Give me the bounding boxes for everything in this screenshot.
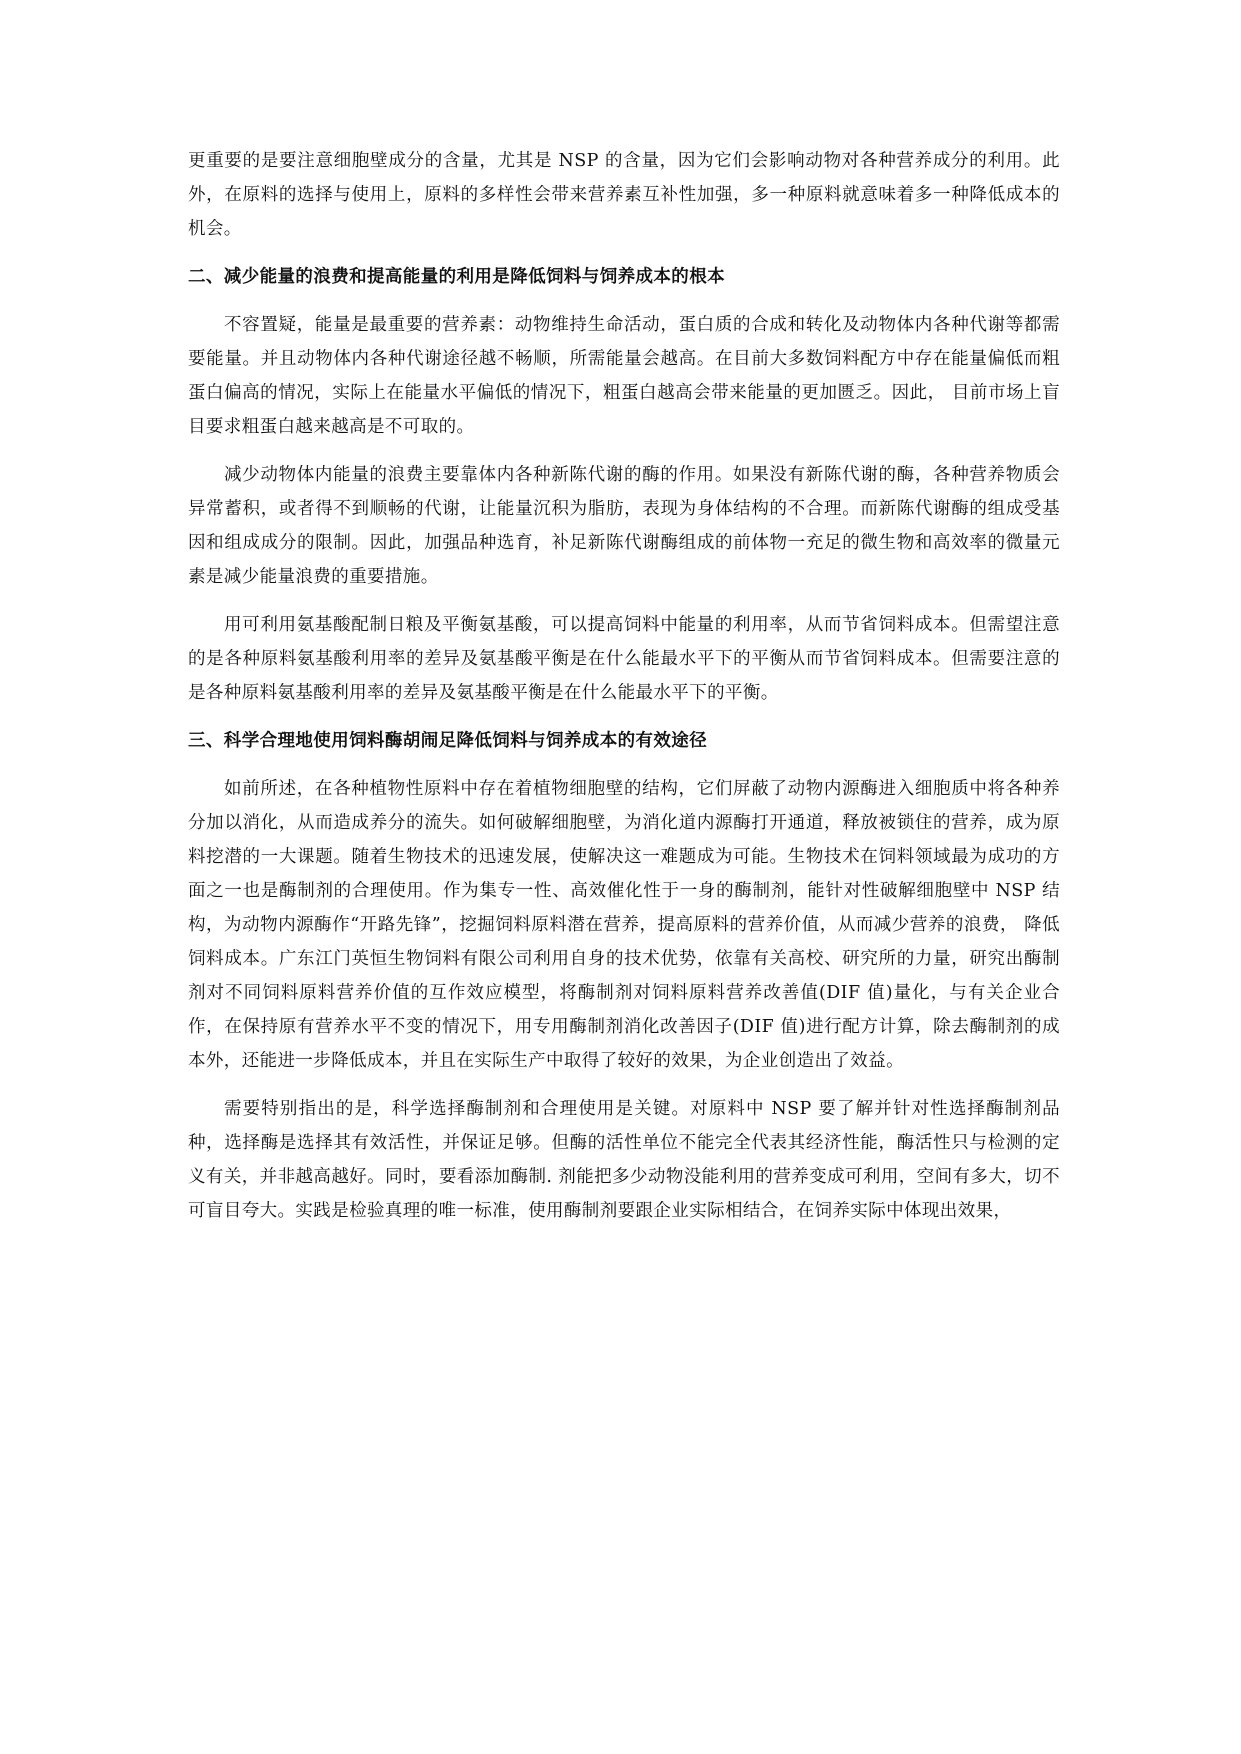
section-heading: 二、减少能量的浪费和提高能量的利用是降低饲料与饲养成本的根本 xyxy=(188,267,725,287)
body-paragraph: 如前所述，在各种植物性原料中存在着植物细胞壁的结构，它们屏蔽了动物内源酶进入细胞质中将各种养分加以消化，从而造成养分的流失。如何破解细胞壁，为消化道内源酶打开通道，释放被锁住的营养，成为原料挖潜的一大课题。随着生物技术的迅速发展，使解决这一难题成为可能。生物技术在饲料领域最为成功的方面之一也是酶制剂的合理使用。作为集专一性、高效催化性于一身的酶制剂，能针对性破解细胞壁中 NSP 结构，为动物内源酶作“开路先锋”，挖掘饲料原料潜在营养，提高原料的营养价值，从而减少营养的浪费， 降低饲料成本。广东江门英恒生物饲料有限公司利用自身的技术优势，依靠有关高校、研究所的力量，研究出酶制剂对不同饲料原料营养价值的互作效应模型，将酶制剂对饲料原料营养改善值(DIF 值)量化，与有关企业合作，在保持原有营养水平不变的情况下，用专用酶制剂消化改善因子(DIF 值)进行配方计算，除去酶制剂的成本外，还能进一步降低成本，并且在实际生产中取得了较好的效果，为企业创造出了效益。 xyxy=(188,779,1060,1071)
body-paragraph: 不容置疑，能量是最重要的营养素：动物维持生命活动，蛋白质的合成和转化及动物体内各种代谢等都需要能量。并且动物体内各种代谢途径越不畅顺，所需能量会越高。在目前大多数饲料配方中存在能量偏低而粗蛋白偏高的情况，实际上在能量水平偏低的情况下，粗蛋白越高会带来能量的更加匮乏。因此， 目前市场上盲目要求粗蛋白越来越高是不可取的。 xyxy=(188,315,1060,437)
document-page xyxy=(188,144,1060,1228)
body-paragraph: 减少动物体内能量的浪费主要靠体内各种新陈代谢的酶的作用。如果没有新陈代谢的酶，各种营养物质会异常蓄积，或者得不到顺畅的代谢，让能量沉积为脂肪，表现为身体结构的不合理。而新陈代谢酶的组成受基因和组成成分的限制。因此，加强品种选育，补足新陈代谢酶组成的前体物一充足的微生物和高效率的微量元素是减少能量浪费的重要措施。 xyxy=(188,465,1060,587)
body-paragraph: 用可利用氨基酸配制日粮及平衡氨基酸，可以提高饲料中能量的利用率，从而节省饲料成本。但需望注意的是各种原料氨基酸利用率的差异及氨基酸平衡是在什么能最水平下的平衡从而节省饲料成本。但需要注意的是各种原料氨基酸利用率的差异及氨基酸平衡是在什么能最水平下的平衡。 xyxy=(188,615,1060,703)
section-heading: 三、科学合理地使用饲料酶胡闹足降低饲料与饲养成本的有效途径 xyxy=(188,731,708,751)
body-paragraph: 需要特别指出的是，科学选择酶制剂和合理使用是关键。对原料中 NSP 要了解并针对性选择酶制剂品种，选择酶是选择其有效活性，并保证足够。但酶的活性单位不能完全代表其经济性能，酶活性只与检测的定义有关，并非越高越好。同时，要看添加酶制. 剂能把多少动物没能利用的营养变成可利用，空间有多大，切不可盲目夸大。实践是检验真理的唯一标准，使用酶制剂要跟企业实际相结合，在饲养实际中体现出效果， xyxy=(188,1099,1060,1221)
body-paragraph: 更重要的是要注意细胞壁成分的含量，尤其是 NSP 的含量，因为它们会影响动物对各种营养成分的利用。此外，在原料的选择与使用上，原料的多样性会带来营养素互补性加强，多一种原料就意味着多一种降低成本的机会。 xyxy=(188,151,1060,239)
